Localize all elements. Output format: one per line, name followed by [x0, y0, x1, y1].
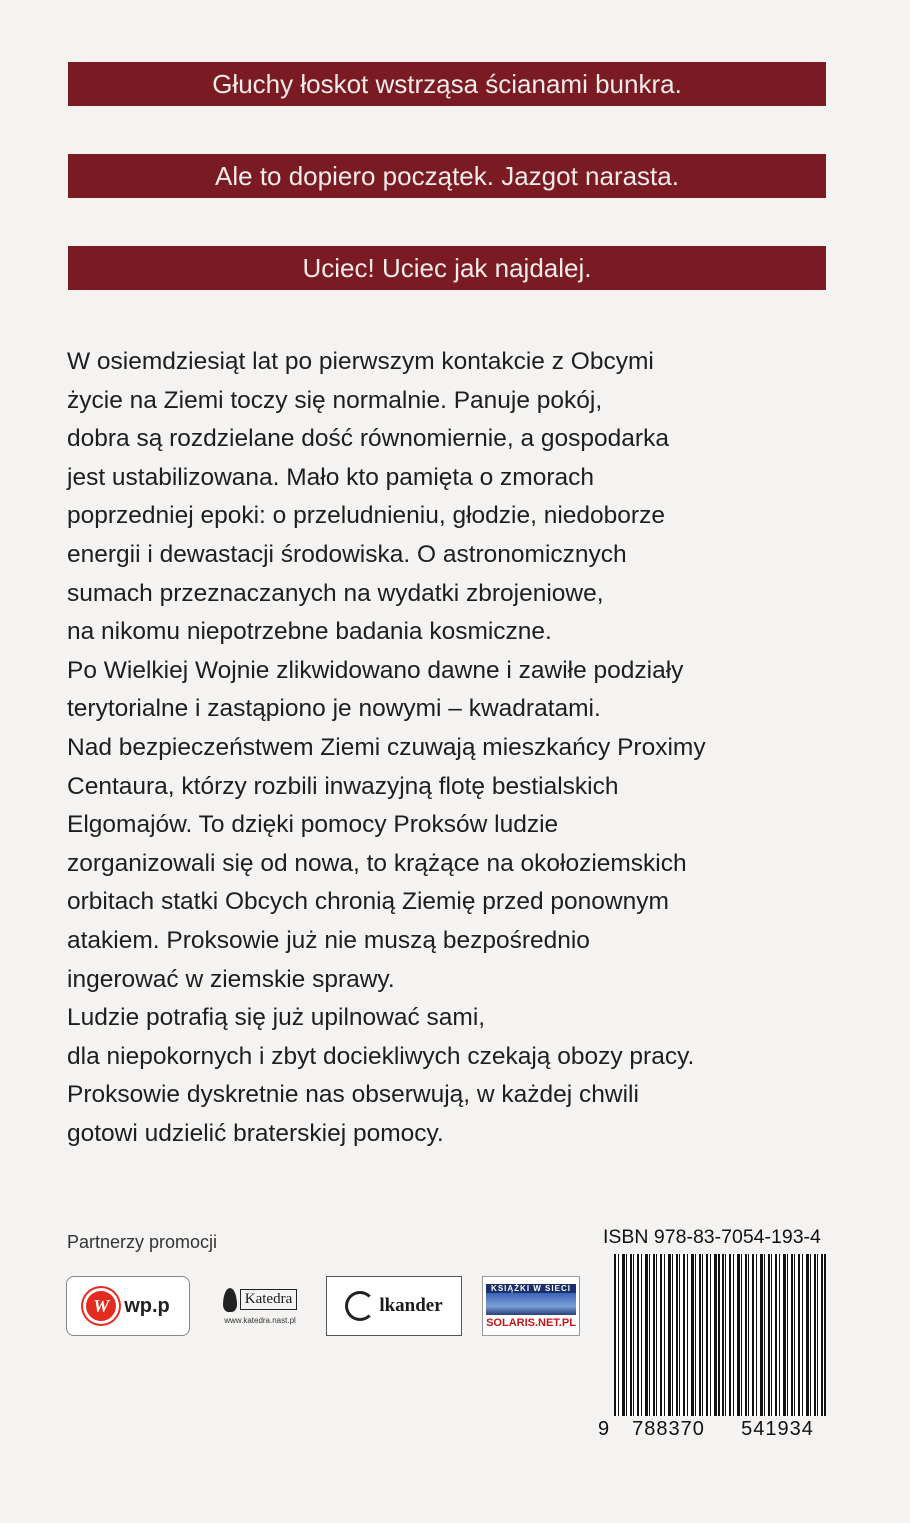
flame-icon: [223, 1288, 237, 1312]
blurb-line: Nad bezpieczeństwem Ziemi czuwają mieszkańcy Proximy: [67, 733, 706, 761]
blurb-line: W osiemdziesiąt lat po pierwszym kontakcie z Obcymi: [67, 348, 654, 375]
blurb-line: Proksowie dyskretnie nas obserwują, w każdej chwili: [67, 1081, 639, 1109]
barcode: [614, 1254, 826, 1416]
blurb-line: terytorialne i zastąpiono je nowymi – kwadratami.: [67, 695, 601, 723]
partners-label: Partnerzy promocji: [67, 1232, 218, 1252]
wp-logo: [66, 1276, 190, 1336]
barcode-guard-left: [614, 1254, 616, 1432]
solaris-logo-text: SOLARIS.NET.PL: [486, 1316, 576, 1329]
blurb-line: dla niepokornych i zbyt dociekliwych czekają obozy pracy.: [67, 1042, 695, 1070]
blurb-text: [67, 343, 857, 1153]
elkander-logo: [326, 1276, 462, 1336]
wp-logo-text: wp.p: [124, 1294, 170, 1317]
tagline-band-1: Głuchy łoskot wstrząsa ścianami bunkra.: [68, 62, 826, 106]
tagline-band-3: Uciec! Uciec jak najdalej.: [68, 246, 826, 290]
blurb-line: Po Wielkiej Wojnie zlikwidowano dawne i zawiłe podziały: [67, 656, 684, 684]
barcode-digits-left: 788370: [632, 1417, 705, 1440]
blurb-line: Ludzie potrafią się już upilnować sami,: [67, 1004, 486, 1032]
isbn-label: ISBN 978-83-7054-193-4: [603, 1226, 821, 1248]
blurb-line: dobra są rozdzielane dość równomiernie, a gospodarka: [67, 425, 669, 453]
blurb-line: zorganizowali się od nowa, to krążące na okołoziemskich: [67, 849, 687, 877]
solaris-tree-icon: [486, 1293, 576, 1315]
blurb-line: jest ustabilizowana. Mało kto pamięta o zmorach: [67, 463, 595, 491]
katedra-url: www.katedra.nast.pl: [224, 1315, 296, 1325]
tagline-band-2: Ale to dopiero początek. Jazgot narasta.: [68, 154, 826, 198]
blurb-line: ingerować w ziemskie sprawy.: [67, 965, 395, 993]
blurb-line: gotowi udzielić braterskiej pomocy.: [67, 1119, 444, 1147]
katedra-logo-text: Katedra: [240, 1289, 297, 1310]
katedra-logo: [214, 1276, 306, 1336]
blurb-line: życie na Ziemi toczy się normalnie. Panuje pokój,: [67, 386, 603, 414]
solaris-tagline: KSIĄŻKI W SIECI: [486, 1284, 576, 1293]
blurb-line: Centaura, którzy rozbili inwazyjną flotę bestialskich: [67, 772, 619, 800]
blurb-line: sumach przeznaczanych na wydatki zbrojeniowe,: [67, 579, 604, 607]
blurb-line: poprzedniej epoki: o przeludnieniu, głodzie, niedoborze: [67, 502, 665, 530]
blurb-line: na nikomu niepotrzebne badania kosmiczne.: [67, 618, 552, 646]
blurb-line: orbitach statki Obcych chronią Ziemię przed ponownym: [67, 888, 669, 916]
barcode-digits: [598, 1416, 832, 1442]
blurb-line: atakiem. Proksowie już nie muszą bezpośrednio: [67, 926, 590, 954]
barcode-digits-right: 541934: [741, 1417, 814, 1440]
wp-sun-icon: W: [86, 1291, 116, 1321]
blurb-line: Elgomajów. To dzięki pomocy Proksów ludzie: [67, 811, 559, 839]
barcode-guard-center: [718, 1254, 720, 1432]
solaris-logo: [482, 1276, 580, 1336]
barcode-digit-first: 9: [598, 1417, 610, 1440]
elkander-logo-text: lkander: [379, 1295, 443, 1316]
blurb-line: energii i dewastacji środowiska. O astronomicznych: [67, 540, 627, 568]
elkander-e-icon: [345, 1291, 375, 1321]
barcode-guard-right: [824, 1254, 826, 1432]
